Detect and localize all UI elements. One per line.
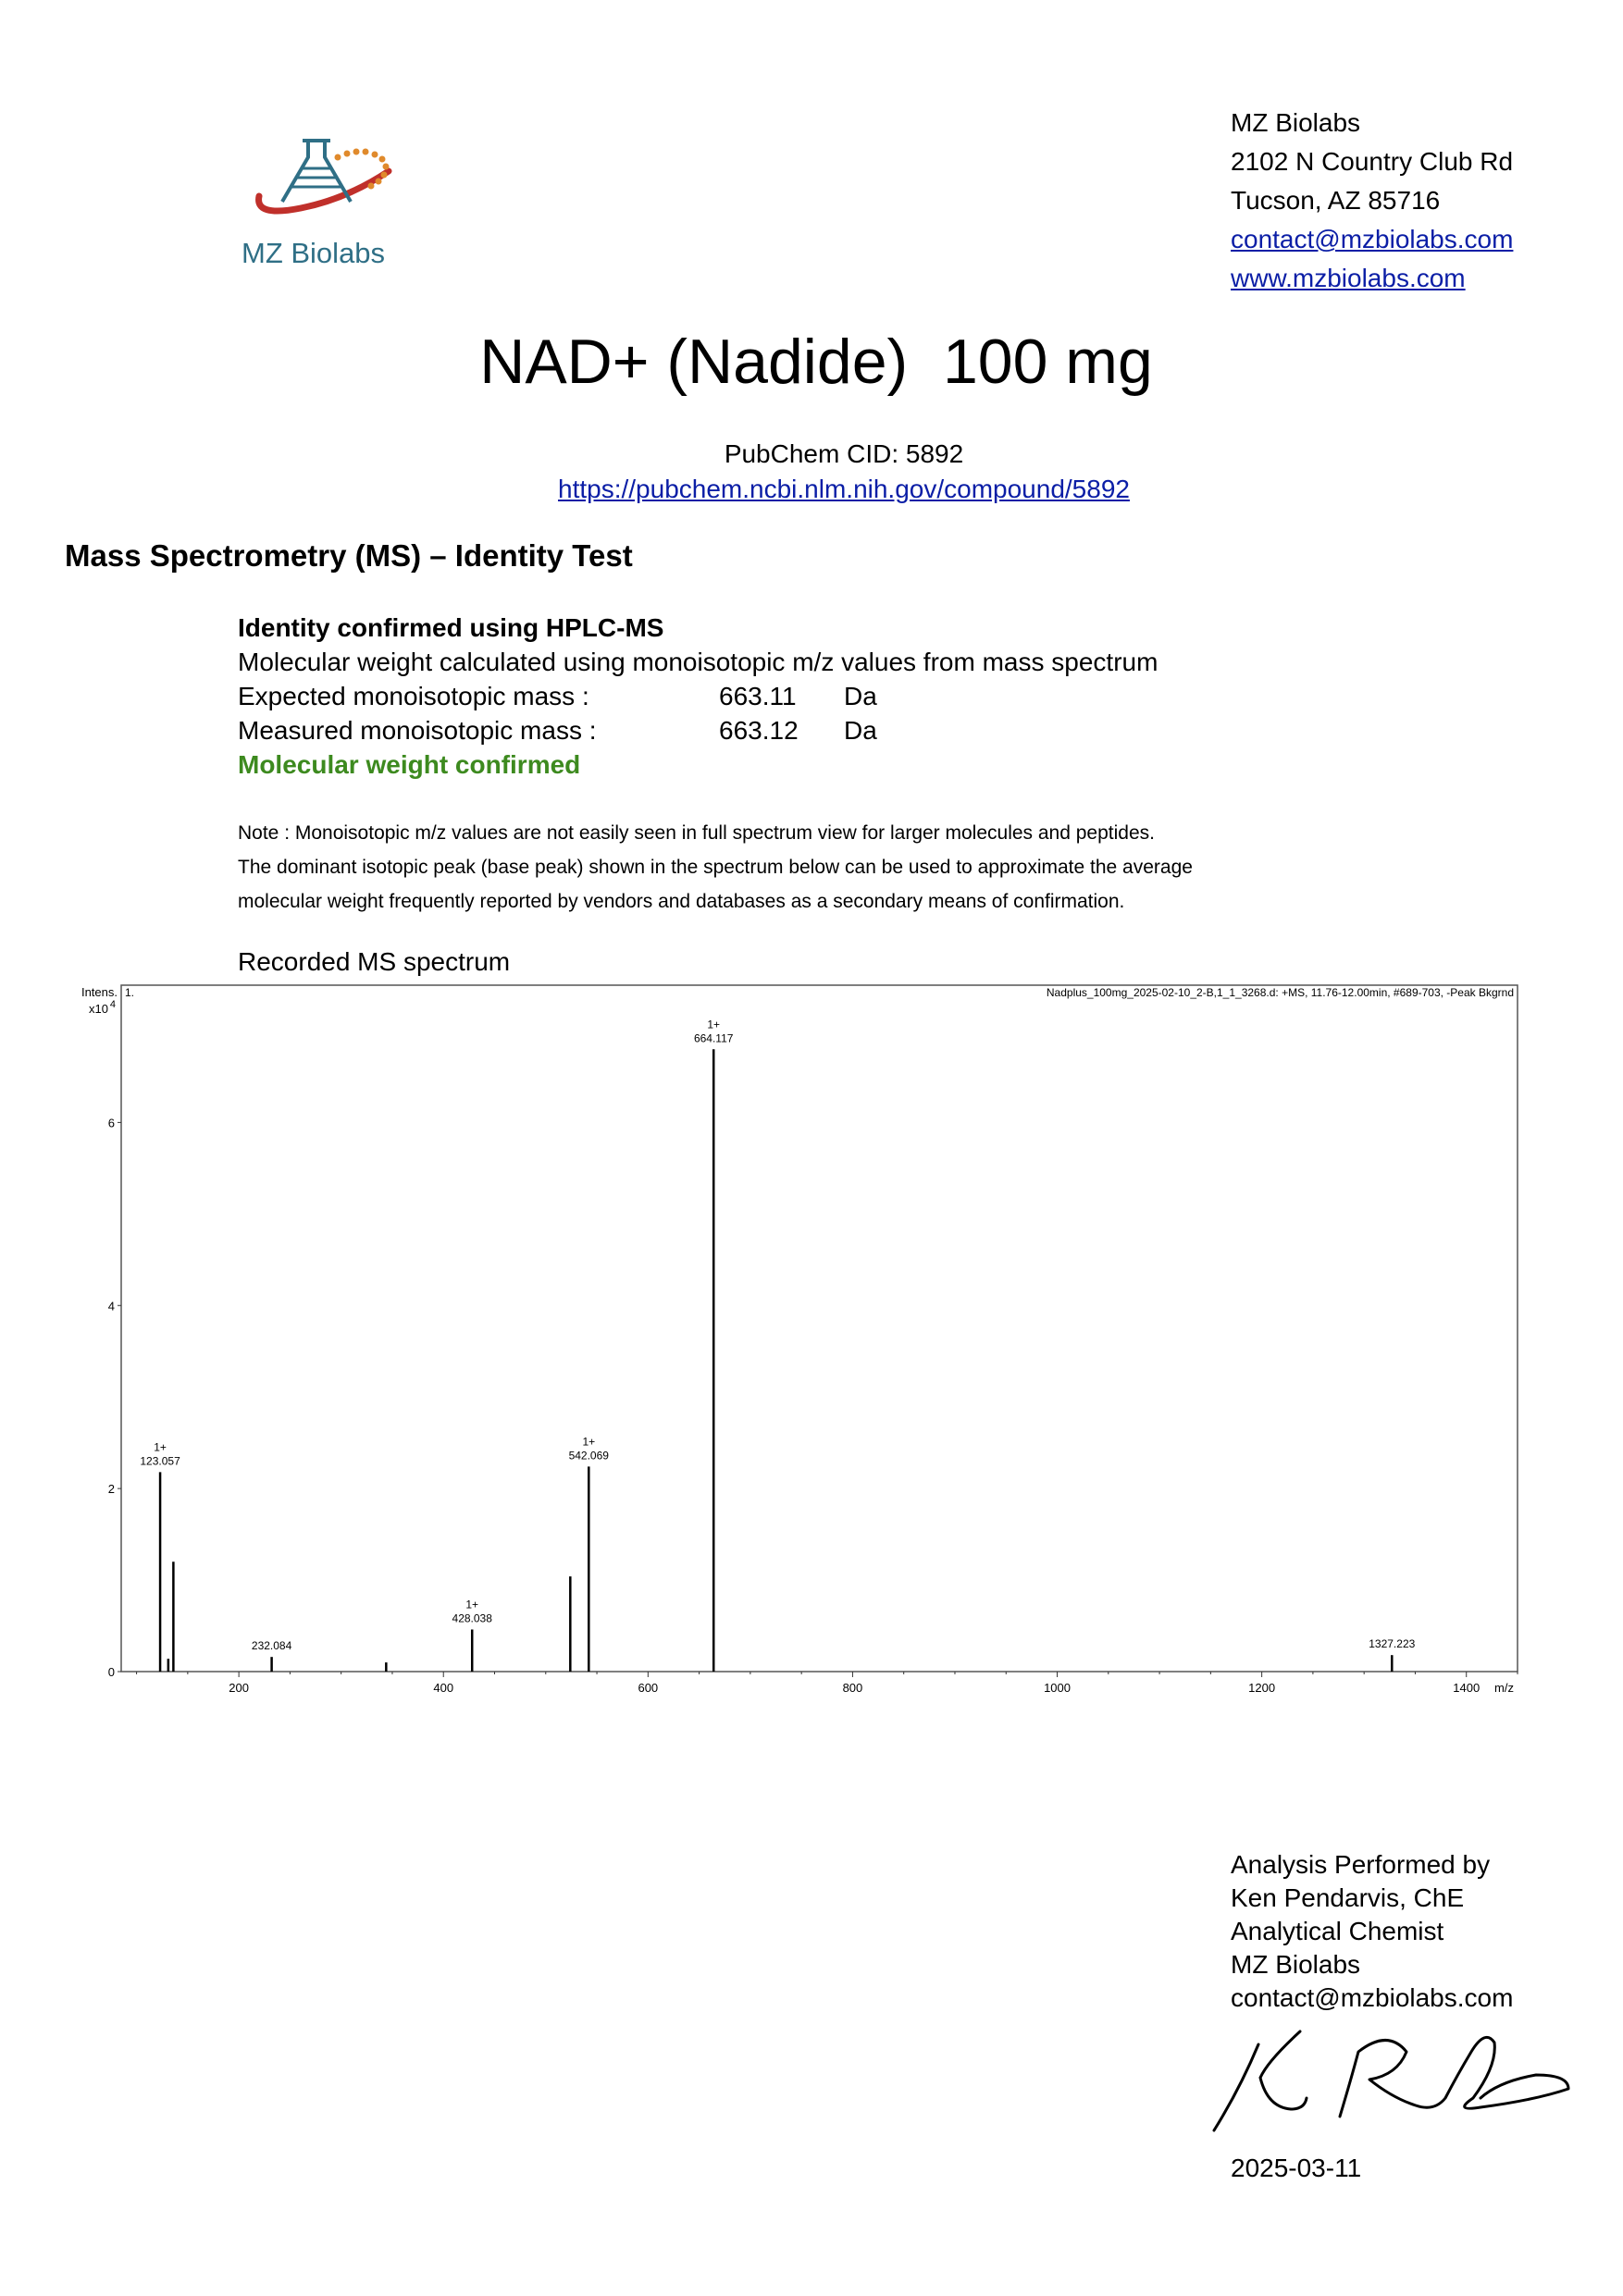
- chart-header-left: 1.: [125, 986, 135, 999]
- y-axis-label: Intens.: [81, 985, 118, 999]
- measured-mass-row: [238, 713, 1158, 747]
- measured-mass-value: 663.12: [719, 716, 799, 745]
- signature-icon: [1203, 2024, 1573, 2135]
- chart-header-right: Nadplus_100mg_2025-02-10_2-B,1_1_3268.d: +MS, 11.76-12.00min, #689-703, -Peak Bkgrnd: [1046, 986, 1514, 999]
- x-tick-label: 800: [842, 1681, 863, 1695]
- y-axis-unit-exponent: 4: [109, 999, 116, 1010]
- peak-mz-label: 664.117: [693, 1031, 734, 1045]
- section-title: Mass Spectrometry (MS) – Identity Test: [65, 538, 633, 573]
- mass-spectrum-chart: [56, 976, 1527, 1721]
- logo-text: MZ Biolabs: [242, 237, 386, 269]
- analyst-block: [1231, 1848, 1513, 2015]
- y-tick-label: 0: [107, 1665, 115, 1679]
- peak-mz-label: 123.057: [140, 1454, 180, 1468]
- x-tick-label: 400: [433, 1681, 454, 1695]
- company-email-link[interactable]: contact@mzbiolabs.com: [1231, 225, 1514, 253]
- page-title: NAD+ (Nadide) 100 mg: [479, 327, 1153, 397]
- peak-mz-label: 428.038: [452, 1611, 492, 1625]
- x-tick-label: 1000: [1044, 1681, 1071, 1695]
- results-block: [238, 611, 1158, 782]
- company-website-link[interactable]: www.mzbiolabs.com: [1231, 264, 1466, 292]
- note-line-2: The dominant isotopic peak (base peak) shown in the spectrum below can be used to approximate the average: [238, 857, 1193, 878]
- company-name: MZ Biolabs: [1231, 108, 1361, 137]
- company-street: 2102 N Country Club Rd: [1231, 147, 1514, 176]
- y-tick-label: 4: [107, 1299, 115, 1314]
- pubchem-cid: PubChem CID: 5892: [724, 439, 964, 468]
- peak-mz-label: 232.084: [251, 1639, 292, 1653]
- analyst-company: MZ Biolabs: [1231, 1950, 1361, 1979]
- analyst-name: Ken Pendarvis, ChE: [1231, 1883, 1465, 1912]
- expected-mass-label: Expected monoisotopic mass :: [238, 682, 589, 710]
- company-address: [1231, 104, 1513, 298]
- x-tick-label: 1200: [1248, 1681, 1276, 1695]
- measured-mass-unit: Da: [844, 716, 877, 745]
- peak-mz-label: 542.069: [568, 1449, 609, 1463]
- expected-mass-unit: Da: [844, 682, 877, 710]
- handwritten-signature: [1203, 2024, 1573, 2140]
- peak-charge-label: 1+: [154, 1440, 167, 1454]
- peak-charge-label: 1+: [582, 1435, 596, 1449]
- note-line-1: Note : Monoisotopic m/z values are not easily seen in full spectrum view for larger molecules and peptides.: [238, 822, 1155, 844]
- note-block: [238, 816, 1193, 919]
- y-axis-unit: x10: [89, 1002, 108, 1016]
- pubchem-info: [0, 437, 1623, 507]
- results-method: Molecular weight calculated using monoisotopic m/z values from mass spectrum: [238, 648, 1158, 676]
- plot-frame: [121, 985, 1518, 1672]
- note-line-3: molecular weight frequently reported by vendors and databases as a secondary means of confirmation.: [238, 891, 1125, 912]
- confirmation-text: Molecular weight confirmed: [238, 750, 581, 779]
- peak-mz-label: 1327.223: [1369, 1637, 1416, 1651]
- report-date: 2025-03-11: [1231, 2154, 1362, 2182]
- expected-mass-value: 663.11: [719, 682, 797, 710]
- pubchem-link[interactable]: https://pubchem.ncbi.nlm.nih.gov/compound/5892: [558, 475, 1130, 503]
- peak-charge-label: 1+: [465, 1598, 479, 1611]
- mass-spectrum-svg: [56, 976, 1527, 1716]
- flask-logo-icon: [236, 130, 403, 241]
- peak-charge-label: 1+: [707, 1018, 721, 1031]
- x-tick-label: 200: [229, 1681, 249, 1695]
- analyst-heading: Analysis Performed by: [1231, 1850, 1491, 1879]
- company-city: Tucson, AZ 85716: [1231, 186, 1441, 215]
- x-tick-label: 1400: [1453, 1681, 1481, 1695]
- analyst-email: contact@mzbiolabs.com: [1231, 1983, 1514, 2012]
- analyst-role: Analytical Chemist: [1231, 1917, 1444, 1945]
- y-tick-label: 2: [107, 1482, 115, 1497]
- results-heading: Identity confirmed using HPLC-MS: [238, 613, 664, 642]
- x-tick-label: 600: [638, 1681, 659, 1695]
- x-axis-label: m/z: [1494, 1681, 1514, 1695]
- expected-mass-row: [238, 679, 1158, 713]
- company-logo: [236, 130, 403, 278]
- measured-mass-label: Measured monoisotopic mass :: [238, 716, 597, 745]
- y-tick-label: 6: [107, 1116, 115, 1130]
- spectrum-caption: Recorded MS spectrum: [238, 947, 511, 976]
